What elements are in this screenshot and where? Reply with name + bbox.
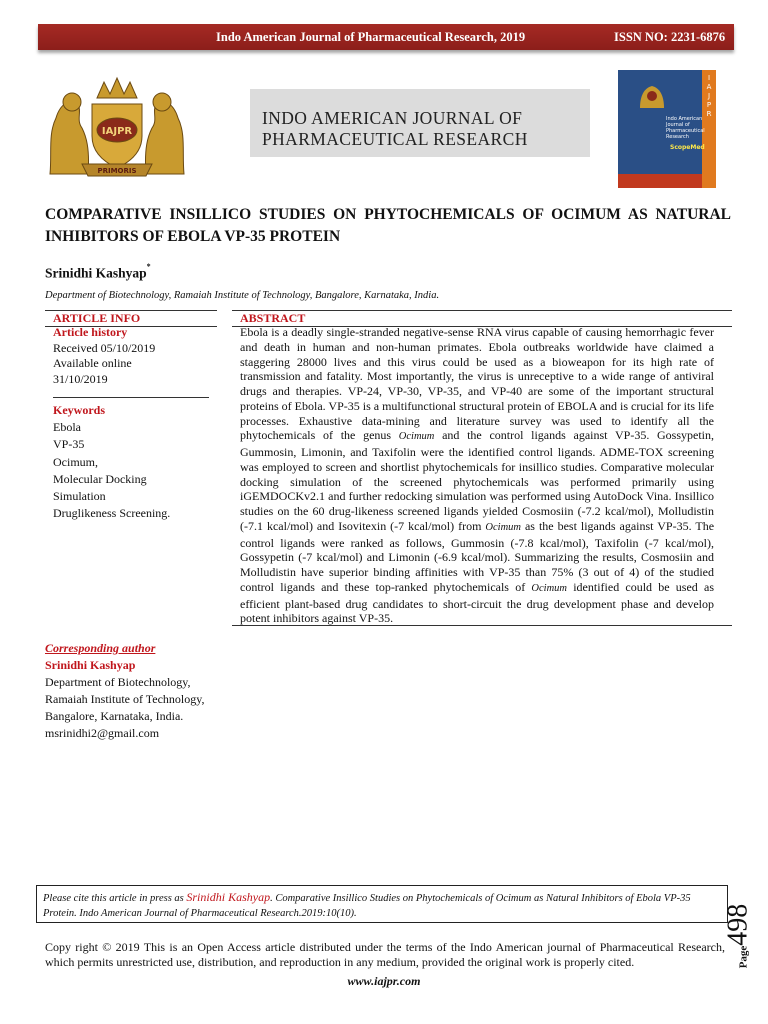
- corresponding-author-line: Ramaiah Institute of Technology,: [45, 692, 205, 706]
- keyword-item: Simulation: [53, 489, 106, 504]
- journal-cover-image: [618, 70, 716, 188]
- copyright-notice: Copy right © 2019 This is an Open Access article distributed under the terms of the Indo American journal of Pharmaceutical Research, which permits unrestricted use, distribution, and reproduction in any medium, provided the original work is properly cited.: [45, 940, 725, 969]
- cover-badge: ScopeMed: [670, 144, 705, 151]
- author-affiliation: Department of Biotechnology, Ramaiah Institute of Technology, Bangalore, Karnataka, India.: [45, 290, 440, 301]
- article-title: COMPARATIVE INSILLICO STUDIES ON PHYTOCHEMICALS OF OCIMUM AS NATURAL INHIBITORS OF EBOLA VP-35 PROTEIN: [45, 206, 731, 245]
- page-number-value: 498: [722, 903, 754, 946]
- corresponding-author-line: Bangalore, Karnataka, India.: [45, 709, 184, 723]
- author-footnote-mark: *: [146, 262, 151, 271]
- article-info-heading: ARTICLE INFO: [53, 311, 141, 325]
- cover-emblem-icon: [636, 82, 668, 110]
- cover-footer-band: [618, 174, 702, 188]
- abstract-bottom-rule: [232, 625, 732, 626]
- keyword-item: Druglikeness Screening.: [53, 506, 171, 521]
- journal-website-link[interactable]: www.iajpr.com: [347, 974, 421, 988]
- keywords-label: Keywords: [53, 403, 105, 417]
- available-online-date: 31/10/2019: [53, 371, 108, 386]
- article-history: [53, 325, 223, 387]
- genus-name: Ocimum: [485, 521, 521, 533]
- corresponding-author-email: msrinidhi2@gmail.com: [45, 726, 160, 740]
- article-history-label: Article history: [53, 325, 128, 339]
- genus-name: Ocimum: [398, 431, 435, 443]
- abstract-top-rule: [232, 310, 732, 311]
- crest-badge-text: IAJPR: [101, 126, 133, 137]
- keyword-item: VP-35: [53, 437, 85, 452]
- keyword-item: Ebola: [53, 420, 81, 435]
- corresponding-author-block: [45, 640, 245, 742]
- corresponding-author-name: Srinidhi Kashyap: [45, 658, 136, 672]
- corresponding-author-heading: Corresponding author: [45, 641, 156, 655]
- cover-side-letters: I A J P R: [706, 74, 712, 118]
- genus-name: Ocimum: [531, 582, 567, 594]
- journal-name-line: Indo American Journal of Pharmaceutical Research, 2019: [216, 30, 526, 44]
- history-keywords-divider: [53, 397, 209, 398]
- author-name: Srinidhi Kashyap*: [45, 262, 151, 281]
- keyword-item: Molecular Docking: [53, 471, 147, 486]
- page-label: Page: [737, 945, 750, 969]
- abstract-heading: ABSTRACT: [240, 311, 306, 325]
- cover-title: Indo American Journal of Pharmaceutical Research: [666, 116, 705, 140]
- masthead-line-1: INDO AMERICAN JOURNAL OF: [262, 108, 523, 128]
- journal-header-bar: [38, 24, 734, 50]
- available-online-label: Available online: [53, 356, 132, 370]
- issn-number: ISSN NO: 2231-6876: [614, 30, 726, 44]
- keywords-block: [53, 402, 223, 522]
- corresponding-author-line: Department of Biotechnology,: [45, 675, 191, 689]
- page-number: [722, 898, 762, 978]
- received-date: Received 05/10/2019: [53, 340, 156, 355]
- journal-crest-logo: [42, 74, 192, 186]
- citation-box: Please cite this article in press as Srinidhi Kashyap. Comparative Insillico Studies on Phytochemicals of Ocimum as Natural Inhibitors of Ebola VP-35 Protein. Indo American Journal of Pharmaceutical Research.2019:10(10).: [36, 885, 728, 923]
- journal-masthead: [250, 89, 590, 157]
- abstract-body: Ebola is a deadly single-stranded negative-sense RNA virus capable of causing hemorrhagic fever and death in human and non-human primates. Ebola outbreaks worldwide have claimed a staggering 28000 lives and this virus could be used as a bioweapon for its high rate of transmission and fatality. Most importantly, the virus is unreceptive to a wide range of antiviral drugs and therapies. VP-24, VP-30, VP-35, and VP-40 are some of the important structural proteins of Ebola. VP-35 is a multifunctional structural protein of EBOLA and is crucial for its life processes. Exhaustive data-mining and literature survey was used to identify all the phytochemicals of the genus Ocimum and the control ligands against VP-35. Gossypetin, Gummosin, Limonin, and Taxifolin were the identified control ligands. ADME-TOX screening was employed to screen and shortlist phytochemicals for insillico studies. Comparative molecular docking simulation of the screened phytochemicals was performed primarily using iGEMDOCKv2.1 and further redocking simulation was performed using AutoDock Vina. Insillico studies on the 60 drug-likeness screened ligands yielded Cosmosiin (-7.2 kcal/mol), Molludistin (-7.1 kcal/mol) and Isovitexin (-7 kcal/mol) from Ocimum as the best ligands against VP-35. The control ligands were ranked as follows, Gummosin (-7.8 kcal/mol), Taxifolin (-7 kcal/mol), Gossypetin (-7 kcal/mol) and Limonin (-6.9 kcal/mol). Summarizing the results, Cosmosiin and Molludistin have superior binding affinities with VP-35 than 75% (3 out of 4) of the studied control ligands and these top-ranked phytochemicals of Ocimum identified could be used as efficient plant-based drug candidates to short-circuit the drug development phase and develop potent inhibitors against VP-35.: [240, 325, 715, 626]
- masthead-line-2: PHARMACEUTICAL RESEARCH: [262, 129, 528, 149]
- keyword-item: Ocimum,: [53, 454, 98, 469]
- citation-author: Srinidhi Kashyap: [186, 890, 271, 904]
- crest-ribbon-text: PRIMORIS: [97, 167, 137, 175]
